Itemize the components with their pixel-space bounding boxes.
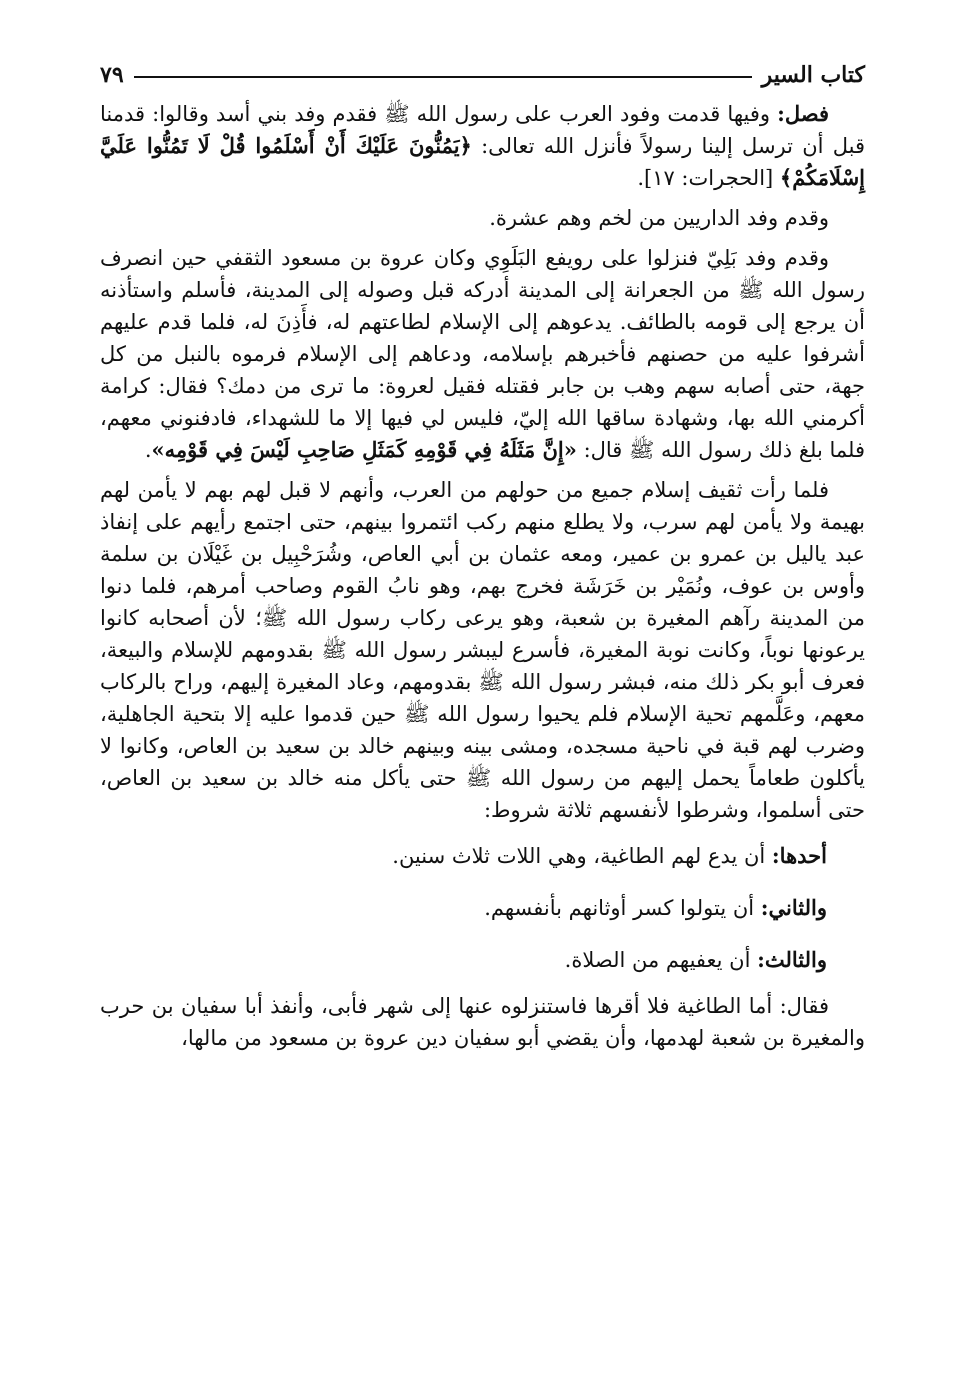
condition-label: والثالث: [757, 947, 827, 972]
paragraph-end: . [144, 438, 152, 462]
conditions-list [100, 840, 865, 976]
condition-text: أن يتولوا كسر أوثانهم بأنفسهم. [484, 896, 761, 920]
paragraph-text: وقدم وفد بَلِيّ فنزلوا على رويفع البَلَوِي وكان عروة بن مسعود الثقفي حين انصرف رسول الله ﷺ من الجعرانة إلى المدينة أدركه قبل وصوله إلى المدينة، فأسلم واستأذنه أن يرجع إلى قومه بالطائف. يدعوهم إلى الإسلام لطاعتهم له، فأَذِنَ له، فلما قدم عليهم أشرفوا عليه من حصنهم فأخبرهم بإسلامه، ودعاهم إلى الإسلام فرموه بالنبل من كل جهة، حتى أصابه سهم وهب بن جابر فقتله فقيل لعروة: ما ترى من دمك؟ فقال: كرامة أكرمني الله بها، وشهادة ساقها الله إليّ، فليس لي فيها إلا ما للشهداء، فادفنوني معهم، فلما بلغ ذلك رسول الله ﷺ قال: [100, 246, 865, 462]
running-header [100, 58, 865, 92]
condition-text: أن يعفيهم من الصلاة. [564, 948, 758, 972]
paragraph-reply: فقال: أما الطاغية فلا أقرها فاستنزلوه عنها إلى شهر فأبى، وأنفذ أبا سفيان بن حرب والمغيرة بن شعبة لهدمها، وأن يقضي أبو سفيان دين عروة بن مسعود من مالها، [100, 994, 865, 1050]
quran-verse: ﴿يَمُنُّونَ عَلَيْكَ أَنْ أَسْلَمُوا قُلْ لَا تَمُنُّوا عَلَيَّ إِسْلَامَكُمْ﴾ [100, 133, 865, 190]
hadith-quote: «إِنَّ مَثَلَهُ فِي قَوْمِهِ كَمَثَلِ صَاحِبِ لَيْسَ فِي قَوْمِه» [151, 437, 577, 462]
page-body [100, 98, 865, 1054]
header-rule [134, 76, 752, 78]
paragraph-urwa [100, 242, 865, 466]
condition-label: والثاني: [760, 895, 827, 920]
paragraph-delegations [100, 98, 865, 194]
condition-item [100, 892, 865, 924]
section-label: فصل: [777, 101, 829, 126]
paragraph-dariyin: وقدم وفد الداريين من لخم وهم عشرة. [489, 206, 829, 230]
page-number: ٧٩ [100, 62, 124, 88]
paragraph-thaqif: فلما رأت ثقيف إسلام جميع من حولهم من العرب، وأنهم لا قبل لهم بهم لا يأمن لهم بهيمة ولا يأمن لهم سرب، ولا يطلع منهم ركب ائتمروا بينهم، حتى اجتمع رأيهم على إنفاذ عبد ياليل بن عمرو بن عمير، ومعه عثمان بن أبي العاص، وشُرَحْبِيل بن غَيْلَان بن سلمة وأوس بن عوف، ونُمَيْر بن خَرَشَة فخرج بهم، وهو نابُ القوم وصاحب أمرهم، فلما دنوا من المدينة رآهم المغيرة بن شعبة، وهو يرعى ركاب رسول الله ﷺ؛ لأن أصحابه كانوا يرعونها نوباً، وكانت نوبة المغيرة، فأسرع ليبشر رسول الله ﷺ بقدومهم للإسلام والبيعة، فعرف أبو بكر ذلك منه، فبشر رسول الله ﷺ بقدومهم، وعاد المغيرة إليهم، وراح بالركاب معهم، وعَلَّمهم تحية الإسلام فلم يحيوا رسول الله ﷺ حين قدموا عليه إلا بتحية الجاهلية، وضرب لهم قبة في ناحية مسجده، ومشى بينه وبينهم خالد بن سعيد بن العاص، وكانوا لا يأكلون طعاماً يحمل إليهم من رسول الله ﷺ حتى يأكل منه خالد بن سعيد بن العاص، حتى أسلموا، وشرطوا لأنفسهم ثلاثة شروط: [100, 478, 865, 822]
condition-item [100, 840, 865, 872]
verse-reference: [الحجرات: ١٧]. [637, 166, 780, 190]
running-title: كتاب السير [761, 62, 865, 88]
condition-item [100, 944, 865, 976]
condition-label: أحدها: [771, 843, 827, 868]
condition-text: أن يدع لهم الطاغية، وهي اللات ثلاث سنين. [392, 844, 772, 868]
paragraph-text: وفيها قدمت وفود العرب على رسول الله ﷺ فقدم وفد بني أسد وقالوا: قدمنا قبل أن ترسل إلينا رسولاً فأنزل الله تعالى: [100, 102, 865, 158]
